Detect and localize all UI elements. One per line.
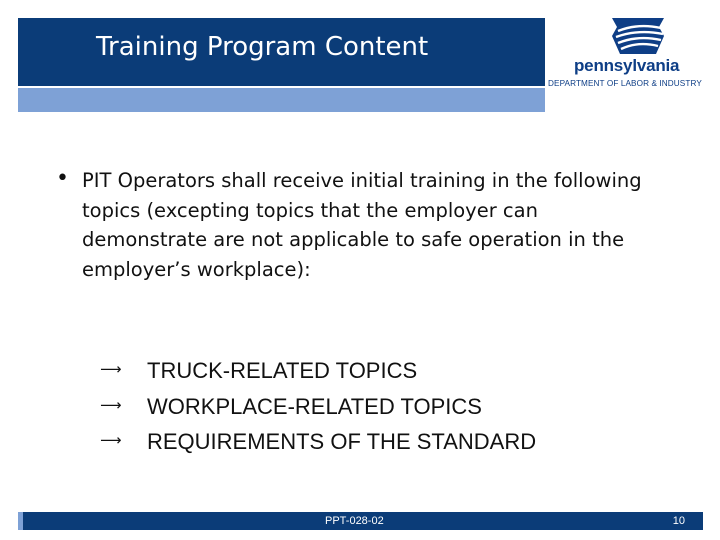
arrow-right-icon: ⟶	[100, 395, 122, 414]
list-item	[100, 358, 660, 394]
footer-accent	[18, 512, 23, 530]
keystone-icon	[606, 16, 670, 56]
logo-wordmark: pennsylvania	[574, 56, 680, 75]
topic-label: WORKPLACE-RELATED TOPICS	[147, 393, 482, 419]
logo-department: DEPARTMENT OF LABOR & INDUSTRY	[548, 79, 702, 88]
arrow-right-icon: ⟶	[100, 431, 122, 449]
topic-label: REQUIREMENTS OF THE STANDARD	[147, 429, 537, 454]
pennsylvania-logo	[548, 16, 712, 92]
footer-page-number: 10	[672, 515, 685, 527]
bullet-dot-icon: •	[56, 166, 69, 191]
title-accent-bar	[18, 88, 545, 112]
list-item	[100, 394, 660, 430]
footer-document-code: PPT-028-02	[325, 515, 384, 527]
topic-label: TRUCK-RELATED TOPICS	[147, 358, 418, 383]
slide-title: Training Program Content	[96, 32, 429, 62]
arrow-right-icon: ⟶	[100, 360, 122, 378]
topic-list	[100, 358, 660, 465]
bullet-paragraph	[56, 166, 656, 284]
list-item	[100, 429, 660, 465]
bullet-text: PIT Operators shall receive initial training in the following topics (excepting topics that the employer can demonstrate are not applicable to safe operation in the employer’s workplace):	[82, 169, 642, 281]
